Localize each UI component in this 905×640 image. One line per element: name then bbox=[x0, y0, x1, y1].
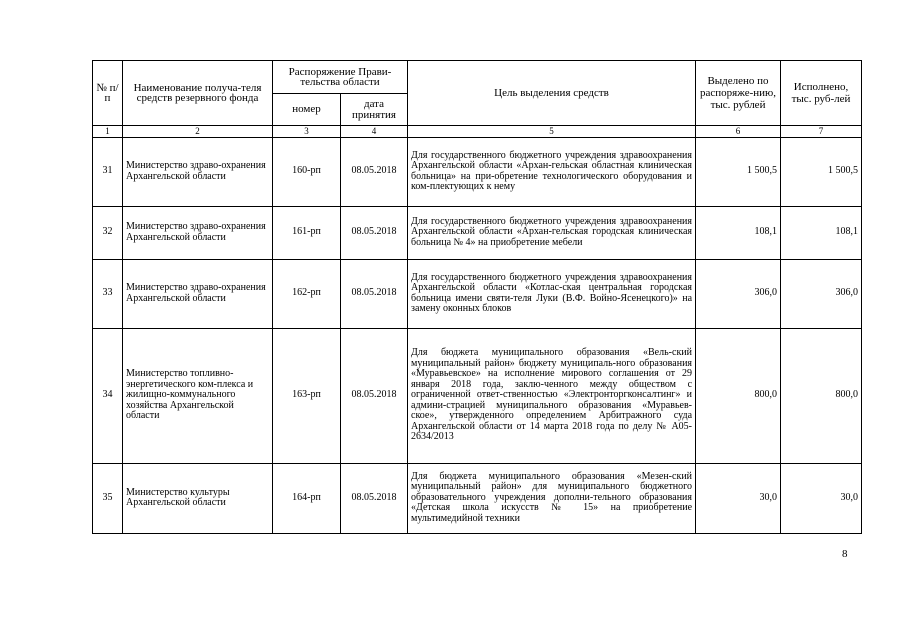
recipient-cell: Министерство здраво-охранения Архангельской области bbox=[123, 259, 273, 328]
table-row bbox=[93, 206, 862, 259]
order-date-cell: 08.05.2018 bbox=[341, 137, 408, 206]
header-order-number: номер bbox=[273, 94, 341, 126]
allocated-cell: 1 500,5 bbox=[696, 137, 781, 206]
executed-cell: 108,1 bbox=[781, 206, 862, 259]
order-number-cell: 161-рп bbox=[273, 206, 341, 259]
header-no: № п/п bbox=[93, 61, 123, 126]
header-executed: Исполнено, тыс. руб-лей bbox=[781, 61, 862, 126]
row-number: 33 bbox=[93, 259, 123, 328]
executed-cell: 1 500,5 bbox=[781, 137, 862, 206]
order-number-cell: 162-рп bbox=[273, 259, 341, 328]
allocated-cell: 800,0 bbox=[696, 328, 781, 463]
recipient-cell: Министерство здраво-охранения Архангельской области bbox=[123, 206, 273, 259]
order-number-cell: 163-рп bbox=[273, 328, 341, 463]
table-row bbox=[93, 463, 862, 533]
order-number-cell: 160-рп bbox=[273, 137, 341, 206]
reserve-fund-table bbox=[92, 60, 862, 534]
allocated-cell: 30,0 bbox=[696, 463, 781, 533]
row-number: 31 bbox=[93, 137, 123, 206]
purpose-cell: Для бюджета муниципального образования «Мезен-ский муниципальный район» для муниципального бюджетного образовательного учреждения дополни-тельного образования «Детская школа искусств № 15» на приобретение мультимедийной техники bbox=[408, 463, 696, 533]
header-purpose: Цель выделения средств bbox=[408, 61, 696, 126]
allocated-cell: 108,1 bbox=[696, 206, 781, 259]
column-number: 6 bbox=[696, 126, 781, 138]
executed-cell: 306,0 bbox=[781, 259, 862, 328]
recipient-cell: Министерство культуры Архангельской области bbox=[123, 463, 273, 533]
order-date-cell: 08.05.2018 bbox=[341, 463, 408, 533]
executed-cell: 30,0 bbox=[781, 463, 862, 533]
table-row bbox=[93, 328, 862, 463]
purpose-cell: Для государственного бюджетного учреждения здравоохранения Архангельской области «Архан-гельская областная клиническая больница» на при-обретение технологического оборудования и ком-плектующих к нему bbox=[408, 137, 696, 206]
recipient-cell: Министерство здраво-охранения Архангельской области bbox=[123, 137, 273, 206]
order-date-cell: 08.05.2018 bbox=[341, 259, 408, 328]
header-order-group: Распоряжение Прави-тельства области bbox=[273, 61, 408, 94]
purpose-cell: Для государственного бюджетного учреждения здравоохранения Архангельской области «Архан-гельская городская клиническая больница № 4» на приобретение мебели bbox=[408, 206, 696, 259]
page-number: 8 bbox=[842, 548, 848, 560]
header-order-date: дата принятия bbox=[341, 94, 408, 126]
table-row bbox=[93, 137, 862, 206]
row-number: 32 bbox=[93, 206, 123, 259]
order-date-cell: 08.05.2018 bbox=[341, 206, 408, 259]
column-number: 5 bbox=[408, 126, 696, 138]
row-number: 35 bbox=[93, 463, 123, 533]
recipient-cell: Министерство топливно-энергетического ком-плекса и жилищно-коммунального хозяйства Архангельской области bbox=[123, 328, 273, 463]
executed-cell: 800,0 bbox=[781, 328, 862, 463]
table-row bbox=[93, 259, 862, 328]
order-date-cell: 08.05.2018 bbox=[341, 328, 408, 463]
allocated-cell: 306,0 bbox=[696, 259, 781, 328]
order-number-cell: 164-рп bbox=[273, 463, 341, 533]
header-recipient: Наименование получа-теля средств резервного фонда bbox=[123, 61, 273, 126]
column-number: 7 bbox=[781, 126, 862, 138]
purpose-cell: Для бюджета муниципального образования «Вель-ский муниципальный район» бюджету муниципаль-ного образования «Муравьевское» на исполнение мирового соглашения от 29 января 2018 года, заклю-ченного между обществом с ограниченной ответ-ственностью «Электронторгконсалтинг» и админи-страцией муниципального образования «Муравьев-ское», утвержденного определением Арбитражного суда Архангельской области от 14 марта 2018 года по делу № А05-2634/2013 bbox=[408, 328, 696, 463]
purpose-cell: Для государственного бюджетного учреждения здравоохранения Архангельской области «Котлас-ская центральная городская больница имени святи-теля Луки (В.Ф. Войно-Ясенецкого)» на замену оконных блоков bbox=[408, 259, 696, 328]
column-number: 1 bbox=[93, 126, 123, 138]
column-numbers-row bbox=[93, 126, 862, 138]
column-number: 2 bbox=[123, 126, 273, 138]
column-number: 4 bbox=[341, 126, 408, 138]
row-number: 34 bbox=[93, 328, 123, 463]
column-number: 3 bbox=[273, 126, 341, 138]
header-allocated: Выделено по распоряже-нию, тыс. рублей bbox=[696, 61, 781, 126]
